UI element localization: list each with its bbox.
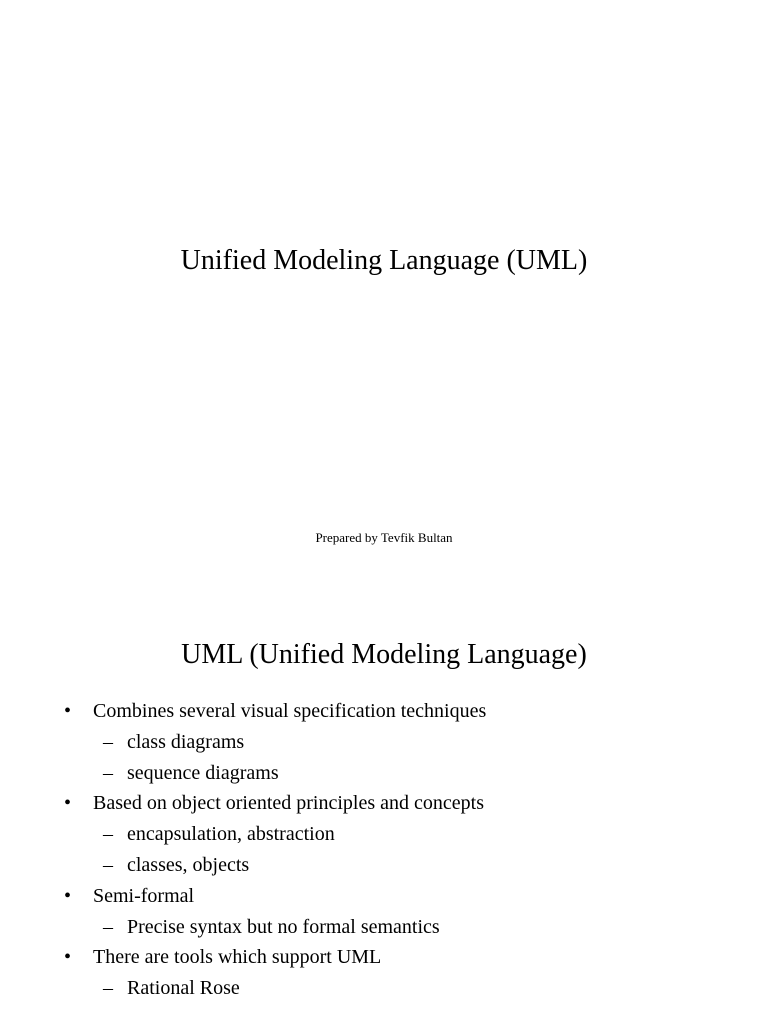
bullet-text: Combines several visual specification techniques (93, 700, 487, 722)
bullet-item (0, 788, 768, 819)
bullet-text: Precise syntax but no formal semantics (127, 915, 440, 938)
slide-1-title: Unified Modeling Language (UML) (180, 245, 588, 276)
sub-bullet-item (0, 727, 768, 758)
dash-marker: – (103, 823, 113, 846)
bullet-text: class diagrams (127, 730, 245, 753)
dash-marker: – (103, 915, 113, 938)
sub-bullet-item (0, 819, 768, 850)
bullet-marker: • (64, 946, 72, 969)
bullet-text: There are tools which support UML (93, 946, 382, 969)
dash-marker: – (103, 761, 113, 784)
slide-content (0, 600, 768, 1024)
bullet-item (0, 942, 768, 973)
bullet-text: classes, objects (127, 853, 250, 876)
dash-marker: – (103, 730, 113, 753)
bullet-text: Based on object oriented principles and concepts (93, 792, 484, 815)
bullet-list (0, 696, 768, 1004)
slide-1-author: Prepared by Tevfik Bultan (315, 530, 453, 545)
bullet-text: sequence diagrams (127, 761, 279, 784)
sub-bullet-item (0, 850, 768, 881)
sub-bullet-item (0, 973, 768, 1004)
bullet-text: encapsulation, abstraction (127, 823, 335, 846)
sub-bullet-item (0, 912, 768, 943)
bullet-text: Semi-formal (93, 884, 195, 907)
bullet-marker: • (64, 700, 72, 722)
bullet-marker: • (64, 884, 72, 907)
slide-2-title: UML (Unified Modeling Language) (181, 639, 587, 670)
dash-marker: – (103, 977, 113, 1000)
dash-marker: – (103, 853, 113, 876)
bullet-item (0, 881, 768, 912)
sub-bullet-item (0, 758, 768, 789)
bullet-marker: • (64, 792, 72, 815)
bullet-item (0, 696, 768, 727)
bullet-text: Rational Rose (127, 977, 240, 1000)
